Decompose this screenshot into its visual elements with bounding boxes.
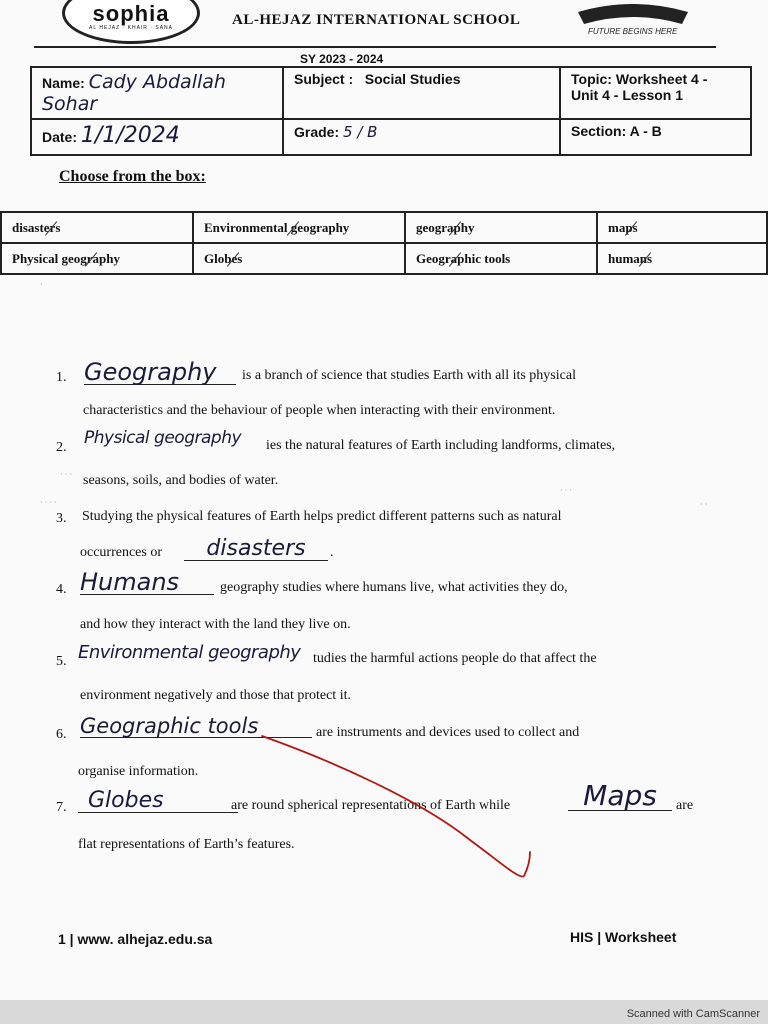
answer-handwritten: Globes <box>78 790 238 813</box>
scanner-watermark: Scanned with CamScanner <box>626 1008 760 1020</box>
word-disasters: disasters <box>12 219 61 235</box>
question-text-line2: organise information. <box>78 764 199 779</box>
date-label: Date: <box>42 129 78 145</box>
word-humans: humans <box>608 250 653 266</box>
answer-handwritten: Humans <box>80 570 214 595</box>
page-footer-label: HIS | Worksheet <box>570 929 677 945</box>
subject-value: Social Studies <box>364 71 461 87</box>
page-footer-url: 1 | www. alhejaz.edu.sa <box>58 931 213 947</box>
subject-label: Subject : <box>294 71 354 87</box>
grade-label: Grade: <box>294 124 340 140</box>
scan-speck: · <box>40 280 43 289</box>
name-label: Name: <box>42 75 85 91</box>
question-text: are round spherical representations of Earth while <box>231 798 511 813</box>
question-number: 7. <box>56 800 67 815</box>
question-number: 5. <box>56 654 67 669</box>
answer-handwritten: Physical geography <box>84 428 242 448</box>
topic-line1: Topic: Worksheet 4 - <box>571 71 708 87</box>
question-text-line2: environment negatively and those that protect it. <box>80 688 351 703</box>
logo-text: sophia <box>92 1 170 26</box>
scan-speck: · · · <box>60 470 72 479</box>
question-number: 1. <box>56 370 67 385</box>
question-text: tudies the harmful actions people do that affect the <box>313 651 597 666</box>
word-physical-geography: Physical geography <box>12 250 120 266</box>
answer-handwritten: Environmental geography <box>78 642 301 663</box>
word-geographic-tools: Geographic tools <box>416 250 511 266</box>
question-number: 6. <box>56 727 67 742</box>
question-text-line2: and how they interact with the land they live on. <box>80 617 351 632</box>
badge-text: FUTURE BEGINS HERE <box>588 27 678 36</box>
question-text-line2: seasons, soils, and bodies of water. <box>83 473 279 488</box>
question-number: 3. <box>56 511 67 526</box>
name-value: Cady Abdallah Sohar <box>42 71 226 115</box>
answer-handwritten: disasters <box>184 538 328 561</box>
question-text: geography studies where humans live, what activities they do, <box>220 580 568 595</box>
question-text: Studying the physical features of Earth helps predict different patterns such as natural <box>82 509 562 524</box>
question-text-end: . <box>330 545 334 560</box>
section-label: Section: A - B <box>571 123 662 139</box>
question-text: are instruments and devices used to collect and <box>316 725 580 740</box>
question-text: ies the natural features of Earth including landforms, climates, <box>266 438 616 453</box>
grade-value: 5 / B <box>343 123 378 141</box>
scan-speck: · · <box>700 500 708 509</box>
question-text: is a branch of science that studies Earth with all its physical <box>242 368 576 383</box>
topic-line2: Unit 4 - Lesson 1 <box>571 87 684 103</box>
school-name: AL-HEJAZ INTERNATIONAL SCHOOL <box>232 12 521 28</box>
school-year: SY 2023 - 2024 <box>300 52 384 66</box>
word-geography: geography <box>416 219 475 235</box>
question-number: 4. <box>56 582 67 597</box>
question-text-line2: characteristics and the behaviour of people when interacting with their environment. <box>83 403 556 418</box>
question-text-end: are <box>676 798 694 813</box>
scan-speck: · · · <box>560 486 572 495</box>
answer-handwritten: Geographic tools <box>80 716 312 738</box>
date-value: 1/1/2024 <box>80 123 180 148</box>
answer-handwritten: Geography <box>84 360 236 385</box>
scan-speck: · · · · <box>40 498 57 507</box>
word-globes: Globes <box>204 250 243 266</box>
logo-subtext: AL HEJAZ · KHAIR · SANA <box>89 25 173 31</box>
word-maps: maps <box>608 219 638 235</box>
question-number: 2. <box>56 440 67 455</box>
word-environmental-geography: Environmental geography <box>204 219 350 235</box>
answer-handwritten-2: Maps <box>568 782 672 811</box>
instruction-heading: Choose from the box: <box>59 168 206 185</box>
question-text-line2: flat representations of Earth’s features. <box>78 837 295 852</box>
question-text-line2: occurrences or <box>80 545 163 560</box>
